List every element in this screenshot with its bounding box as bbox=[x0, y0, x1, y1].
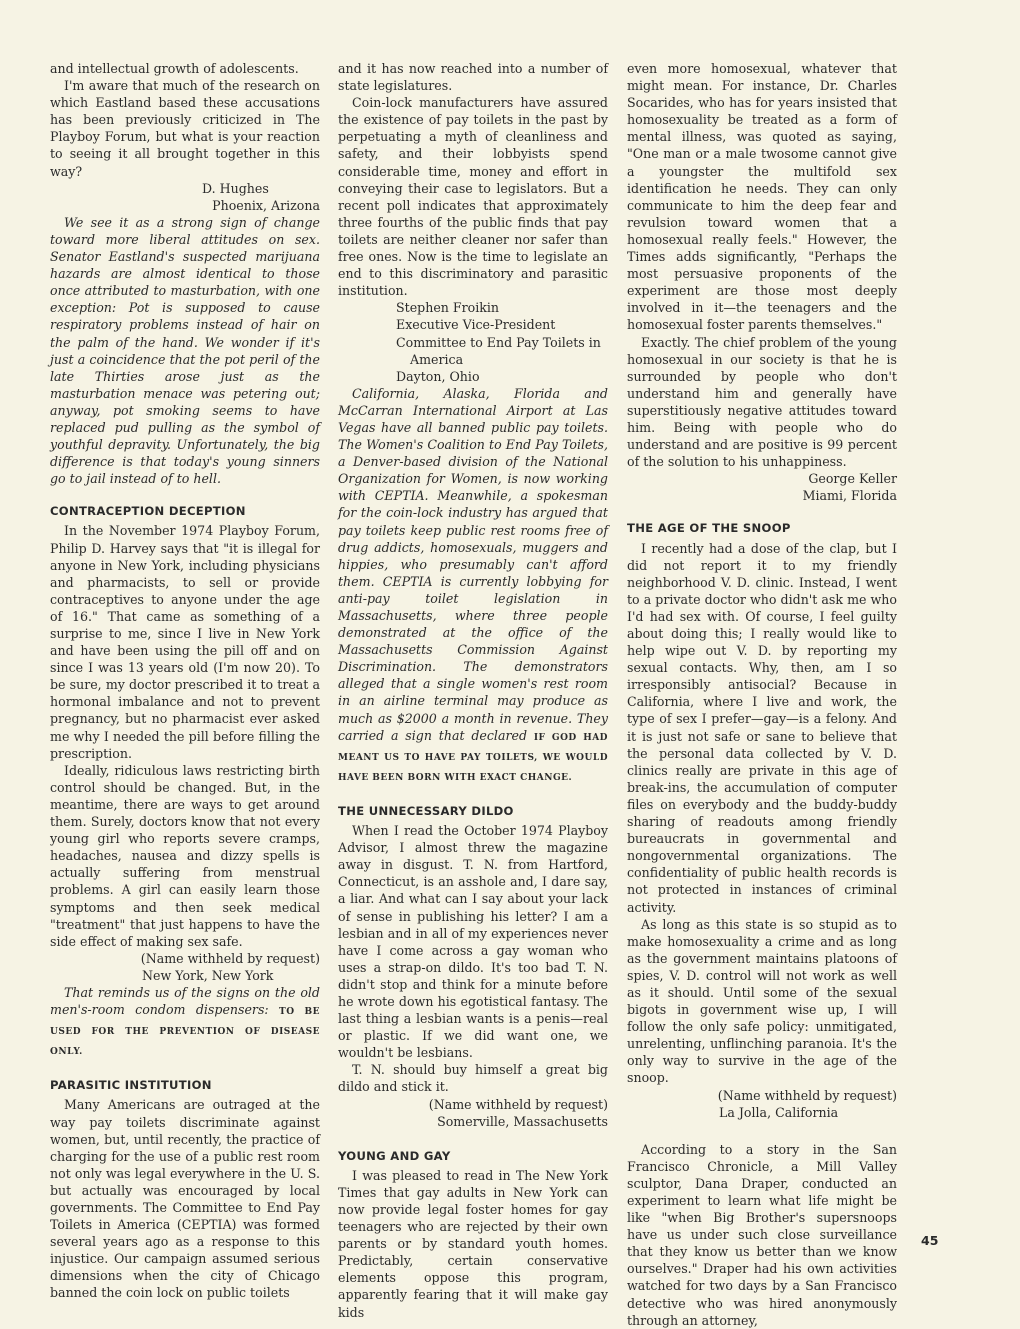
section-heading: CONTRACEPTION DECEPTION bbox=[50, 504, 246, 519]
reply-text: That reminds us of the signs on the old men's-room condom dispensers: bbox=[50, 984, 320, 1018]
paragraph: In the November 1974 Playboy Forum, Philip D. Harvey says that "it is illegal for anyone in New York, including physicians and pharmacists, to sell or provide contraceptives to anyone under the age of 16." That came as something of a surprise to me, since I live in New York and have been using the pill off and on since I was 13 years old (I'm now 20). To be sure, my doctor prescribed it to treat a hormonal imbalance and not to prevent pregnancy, but no pharmacist ever asked me why I needed the pill before filling the prescription. bbox=[50, 523, 320, 761]
reply-text: California, Alaska, Florida and McCarran International Airport at Las Vegas have all banned public pay toilets. The Women's Coalition to End Pay Toilets, a Denver-based division of the National Organization for Women, is now working with CEPTIA. Meanwhile, a spokesman for the coin-lock industry has argued that pay toilets keep public rest rooms free of drug addicts, homosexuals, muggers and hippies, who presumably can't afford them. CEPTIA is currently lobbying for anti-pay toilet legislation in Massachusetts, where three people demonstrated at the office of the Massachusetts Commission Against Discrimination. The demonstrators alleged that a single women's rest room in an airline terminal may produce as much as $2000 a month in revenue. They carried a sign that declared bbox=[338, 385, 608, 743]
paragraph: When I read the October 1974 Playboy Advisor, I almost threw the magazine away in disgust. T. N. from Hartford, Connecticut, is an asshole and, I dare say, a liar. And what can I say about your lack of sense in publishing his letter? I am a lesbian and in all of my experiences never have I come across a gay woman who uses a strap-on dildo. It's too bad T. N. didn't stop and think for a minute before he wrote down his egotistical fantasy. The last thing a lesbian wants is a penis—real or plastic. If we did want one, we wouldn't be lesbians. bbox=[338, 823, 608, 1061]
editor-reply: We see it as a strong sign of change toward more liberal attitudes on sex. Senator Eastland's suspected marijuana hazards are almost identical to those once attributed to masturbation, with one exception: Pot is supposed to cause respiratory problems instead of hair on the palm of the hand. We wonder if it's just a coincidence that the pot peril of the late Thirties arose just as the masturbation menace was petering out; anyway, pot smoking seems to have replaced pud pulling as the symbol of youthful depravity. Unfortunately, the big difference is that today's young sinners go to jail instead of to hell. bbox=[50, 214, 320, 487]
paragraph: I recently had a dose of the clap, but I did not report it to my friendly neighborhood V. D. clinic. Instead, I went to a private doctor who didn't ask me who I'd had sex with. Of course, I feel guilty about doing this; I really would like to help wipe out V. D. by reporting my sexual contacts. Why, then, am I so irresponsibly antisocial? Because in California, where I live and work, the type of sex I prefer—gay—is a felony. And it is just not safe or sane to believe that the personal data collected by V. D. clinics really are private in this age of break-ins, the accumulation of computer files on everybody and the buddy-buddy sharing of readouts among friendly bureaucrats in governmental and nongovernmental organizations. The confidentiality of public health records is not protected in instances of criminal activity. bbox=[627, 540, 897, 915]
reply-caps-text: IF GOD HAD MEANT US TO HAVE PAY TOILETS, WE WOULD HAVE BEEN BORN WITH EXACT CHANGE. bbox=[338, 732, 608, 783]
paragraph: Coin-lock manufacturers have assured the existence of pay toilets in the past by perpetuating a myth of cleanliness and safety, and their lobbyists spend considerable time, money and effort in conveying their case to legislators. But a recent poll indicates that approximately three fourths of the public finds that pay toilets are neither cleaner nor safer than free ones. Now is the time to legislate an end to this discriminatory and parasitic institution. bbox=[338, 95, 608, 299]
paragraph: Many Americans are outraged at the way pay toilets discriminate against women, but, until recently, the practice of charging for the use of a public rest room not only was legal everywhere in the U. S. but actually was encouraged by local governments. The Committee to End Pay Toilets in America (CEPTIA) was formed several years ago as a response to this injustice. Our campaign assumed serious dimensions when the city of Chicago banned the coin lock on public toilets bbox=[50, 1097, 320, 1301]
page-number: 45 bbox=[921, 1233, 939, 1248]
editor-reply bbox=[338, 385, 608, 787]
paragraph: Ideally, ridiculous laws restricting birth control should be changed. But, in the meantime, there are ways to get around them. Surely, doctors know that not every young girl who reports severe cramps, headaches, nausea and dizzy spells is actually suffering from menstrual problems. A girl can easily learn those symptoms and then seek medical "treatment" that just happens to have the side effect of making sex safe. bbox=[50, 762, 320, 949]
editor-reply: According to a story in the San Francisco Chronicle, a Mill Valley sculptor, Dana Draper, conducted an experiment to learn what life might be like "when Big Brother's supersnoops have us under such close surveillance that they know us better than we know ourselves." Draper had his own activities watched for two days by a San Francisco detective who was hired anonymously through an attorney, bbox=[627, 1141, 897, 1328]
signature-name: (Name withheld by request) bbox=[717, 1087, 897, 1103]
section-heading: YOUNG AND GAY bbox=[338, 1148, 451, 1163]
signature-line: Stephen Froikin bbox=[396, 300, 500, 316]
paragraph: As long as this state is so stupid as to make homosexuality a crime and as long as the government maintains platoons of spies, V. D. control will not work as well as it should. Until some of the sexual bigots in government wise up, I will follow the only safe policy: unmitigated, unrelenting, unflinching paranoia. It's the only way to survive in the age of the snoop. bbox=[627, 916, 897, 1086]
paragraph: Exactly. The chief problem of the young homosexual in our society is that he is surrounded by people who don't understand him and generally have superstitiously negative attitudes toward him. Being with people who do understand and are positive is 99 percent of the solution to his unhappiness. bbox=[627, 334, 897, 470]
paragraph: T. N. should buy himself a great big dildo and stick it. bbox=[338, 1062, 608, 1095]
column-1 bbox=[50, 60, 320, 1302]
paragraph: I'm aware that much of the research on which Eastland based these accusations has been previously criticized in The Playboy Forum, but what is your reaction to seeing it all brought together in this way? bbox=[50, 78, 320, 179]
signature-line: Executive Vice-President bbox=[396, 317, 556, 333]
signature-line: Dayton, Ohio bbox=[396, 368, 480, 384]
editor-reply bbox=[50, 984, 320, 1061]
signature-place: Somerville, Massachusetts bbox=[437, 1113, 608, 1129]
signature-place: Phoenix, Arizona bbox=[212, 197, 320, 213]
reply-caps-text: TO BE USED FOR THE PREVENTION OF DISEASE ONLY. bbox=[50, 1007, 320, 1058]
signature-name: George Keller bbox=[808, 471, 897, 487]
column-3 bbox=[627, 60, 897, 1329]
signature-name: (Name withheld by request) bbox=[428, 1096, 608, 1112]
column-2 bbox=[338, 60, 608, 1321]
paragraph: I was pleased to read in The New York Times that gay adults in New York can now provide legal foster homes for gay teenagers who are rejected by their own parents or by standard youth homes. Predictably, certain conservative elements oppose this program, apparently fearing that it will make gay kids bbox=[338, 1167, 608, 1320]
signature-place: New York, New York bbox=[142, 967, 274, 983]
signature-name: D. Hughes bbox=[202, 180, 269, 196]
signature-place: La Jolla, California bbox=[719, 1104, 839, 1120]
signature-place: Miami, Florida bbox=[802, 488, 897, 504]
paragraph: even more homosexual, whatever that might mean. For instance, Dr. Charles Socarides, who has for years insisted that homosexuality be treated as a form of mental illness, was quoted as saying, "One man or a male twosome cannot give a youngster the multifold sex identification he needs. They can only communicate to him the deep fear and revulsion toward women that a homosexual really feels." However, the Times adds significantly, "Perhaps the most persuasive proponents of the experiment are those most deeply involved in it—the teenagers and the homosexual foster parents themselves." bbox=[627, 61, 897, 333]
paragraph: and it has now reached into a number of state legislatures. bbox=[338, 61, 608, 94]
signature-line: America bbox=[410, 351, 464, 367]
section-heading: THE AGE OF THE SNOOP bbox=[627, 521, 791, 536]
section-heading: PARASITIC INSTITUTION bbox=[50, 1078, 212, 1093]
paragraph: and intellectual growth of adolescents. bbox=[50, 61, 299, 76]
section-heading: THE UNNECESSARY DILDO bbox=[338, 803, 514, 818]
signature-line: Committee to End Pay Toilets in bbox=[396, 334, 601, 350]
signature-name: (Name withheld by request) bbox=[140, 950, 320, 966]
